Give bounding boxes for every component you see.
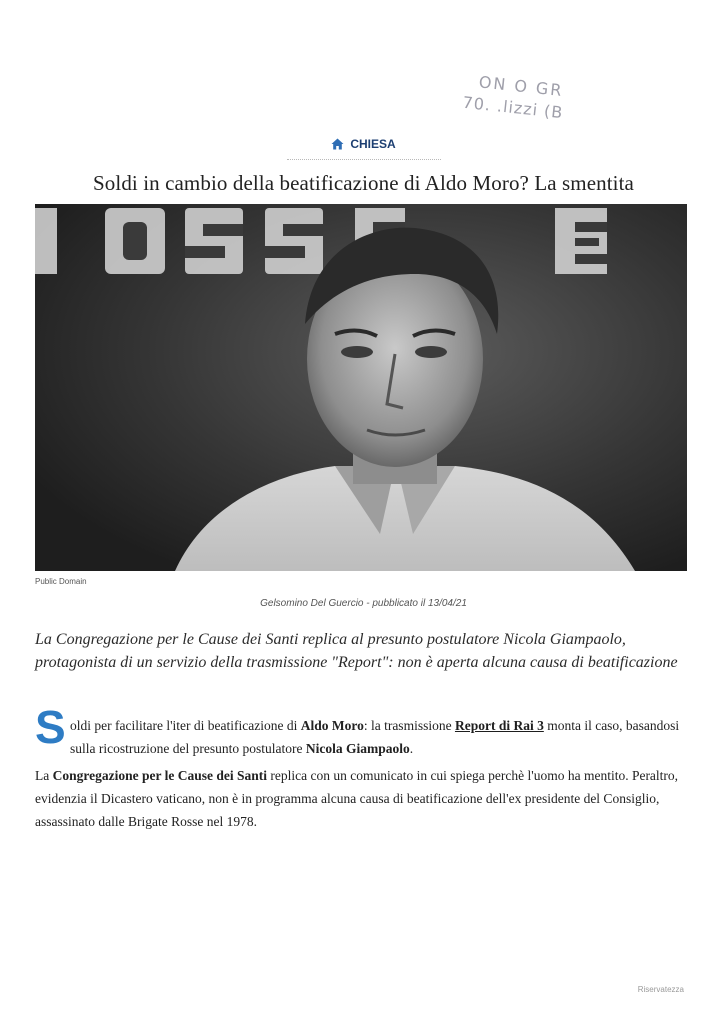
body-paragraph-1 [70,714,700,760]
stamp-line-2: 70. .lizzi (B [461,92,565,123]
article-lead: La Congregazione per le Cause dei Santi replica al presunto postulatore Nicola Giampaolo, protagonista di un servizio della trasmissione "Report": non è aperta alcuna causa di beatificazione [35,631,678,671]
article-headline: Soldi in cambio della beatificazione di Aldo Moro? La smentita [93,171,634,195]
category-divider [287,159,441,160]
p1-bold-nicola-giampaolo: Nicola Giampaolo [305,741,410,756]
p1-bold-aldo-moro: Aldo Moro [300,718,364,733]
privacy-label[interactable]: Riservatezza [637,985,684,994]
p2-text-2: replica con un comunicato in cui spiega perchè l'uomo ha mentito. Peraltro, evidenzia il Dicastero vaticano, non è in programma alcuna causa di beatificazione dell'ex presidente del Consiglio, assassinato dalle Brigate Rosse nel 1978. [35,768,679,829]
body-paragraph-2 [35,764,701,833]
p1-text-1: oldi per facilitare l'iter di beatificazione di [70,718,301,733]
article-photo [35,204,687,571]
article-byline: Gelsomino Del Guercio - pubblicato il 13/04/21 [260,598,467,609]
p1-text-4: . [409,741,414,756]
drop-cap: S [35,701,66,753]
p1-text-3: monta il caso, basandosi sulla ricostruzione del presunto postulatore [70,718,680,756]
category-text: CHIESA [350,137,396,151]
category-label[interactable] [0,137,727,153]
p2-text-1: La [35,768,53,783]
home-icon [331,138,344,153]
photo-credit: Public Domain [35,577,87,586]
p2-bold-congregazione: Congregazione per le Cause dei Santi [52,768,267,783]
p1-text-2: : la trasmissione [363,718,455,733]
stamp-line-1: ON O GR [477,72,565,101]
report-rai3-link[interactable]: Report di Rai 3 [454,718,544,733]
